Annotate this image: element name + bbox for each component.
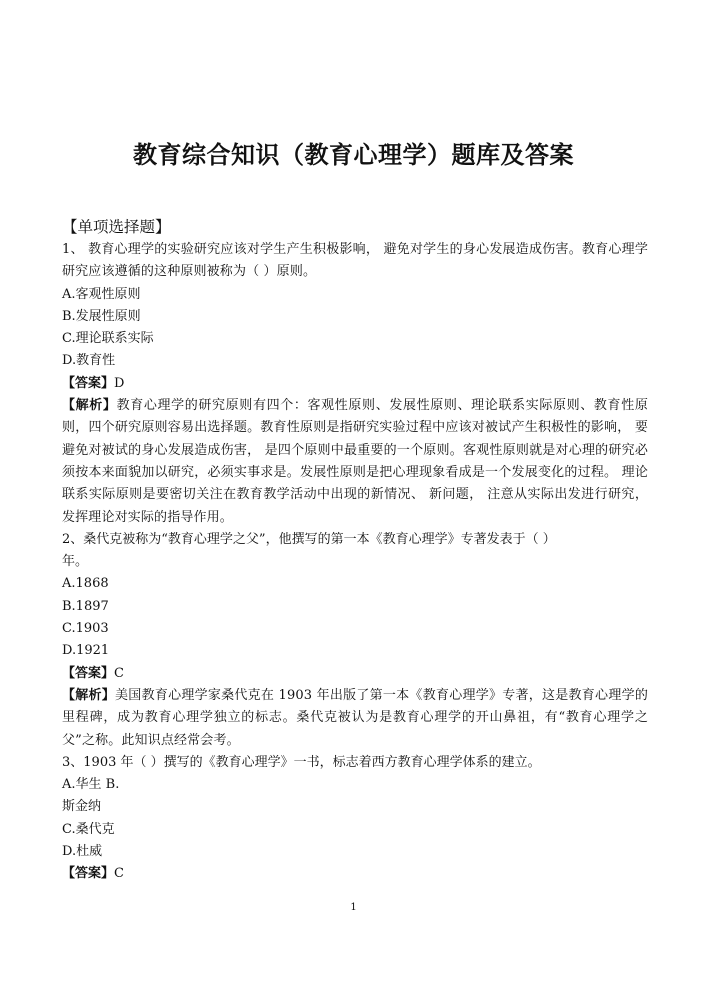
question-3-option-a: A.华生 B. [62, 777, 120, 793]
question-2-analysis [62, 685, 648, 752]
question-2-answer [62, 663, 648, 685]
question-1-option-a: A.客观性原则 [62, 286, 141, 302]
question-2-stem-line-2: 年。 [62, 554, 89, 570]
answer-value: C [114, 665, 124, 681]
page-number: 1 [350, 902, 357, 913]
analysis-tag: 【解析】 [62, 687, 116, 703]
question-1-stem: 1、 教育心理学的实验研究应该对学生产生积极影响， 避免对学生的身心发展造成伤害。教育心理学研究应该遵循的这种原则被称为（ ）原则。 [62, 242, 648, 280]
analysis-text: 教育心理学的研究原则有四个：客观性原则、发展性原则、理论联系实际原则、教育性原则，四个研究原则容易出选择题。教育性原则是指研究实验过程中应该对被试产生积极性的影响， 要避免对被试的身心发展造成伤害， 是四个原则中最重要的一个原则。客观性原则就是对心理的研究必须按本来面貌加以研究，必须实事求是。发展性原则是把心理现象看成是一个发展变化的过程。 理论联系实际原则是要密切关注在教育教学活动中出现的新情况、 新问题， 注意从实际出发进行研究， 发挥理论对实际的指导作用。 [62, 398, 648, 525]
question-1-option-d: D.教育性 [62, 353, 116, 369]
question-2-option-a: A.1868 [62, 576, 109, 592]
question-2-stem-line-1: 2、桑代克被称为“教育心理学之父”，他撰写的第一本《教育心理学》专著发表于（ ） [62, 531, 556, 547]
question-1-analysis [62, 395, 648, 529]
question-3-option-b: 斯金纳 [62, 799, 102, 815]
analysis-tag: 【解析】 [62, 398, 117, 414]
question-3-option-d: D.杜威 [62, 844, 103, 860]
answer-tag: 【答案】 [62, 375, 115, 391]
document-title: 教育综合知识（教育心理学）题库及答案 [133, 141, 574, 169]
question-1-option-b: B.发展性原则 [62, 308, 141, 324]
question-1-option-c: C.理论联系实际 [62, 331, 154, 347]
document-body [62, 214, 648, 886]
question-2-option-b: B.1897 [62, 598, 109, 614]
answer-tag: 【答案】 [62, 665, 115, 681]
answer-tag: 【答案】 [62, 866, 115, 882]
answer-value: D [114, 375, 125, 391]
question-3-answer [62, 863, 648, 885]
section-heading: 【单项选择题】 [62, 218, 171, 236]
question-3-option-c: C.桑代克 [62, 821, 115, 837]
question-2-option-c: C.1903 [62, 621, 109, 637]
question-2-option-d: D.1921 [62, 643, 110, 659]
answer-value: C [114, 866, 124, 882]
question-1-answer [62, 373, 648, 395]
question-3-stem: 3、1903 年（ ）撰写的《教育心理学》一书，标志着西方教育心理学体系的建立。 [62, 754, 541, 770]
analysis-text: 美国教育心理学家桑代克在 1903 年出版了第一本《教育心理学》专著，这是教育心理学的里程碑，成为教育心理学独立的标志。桑代克被认为是教育心理学的开山鼻祖，有“教育心理学之父”之称。此知识点经常会考。 [62, 687, 648, 748]
